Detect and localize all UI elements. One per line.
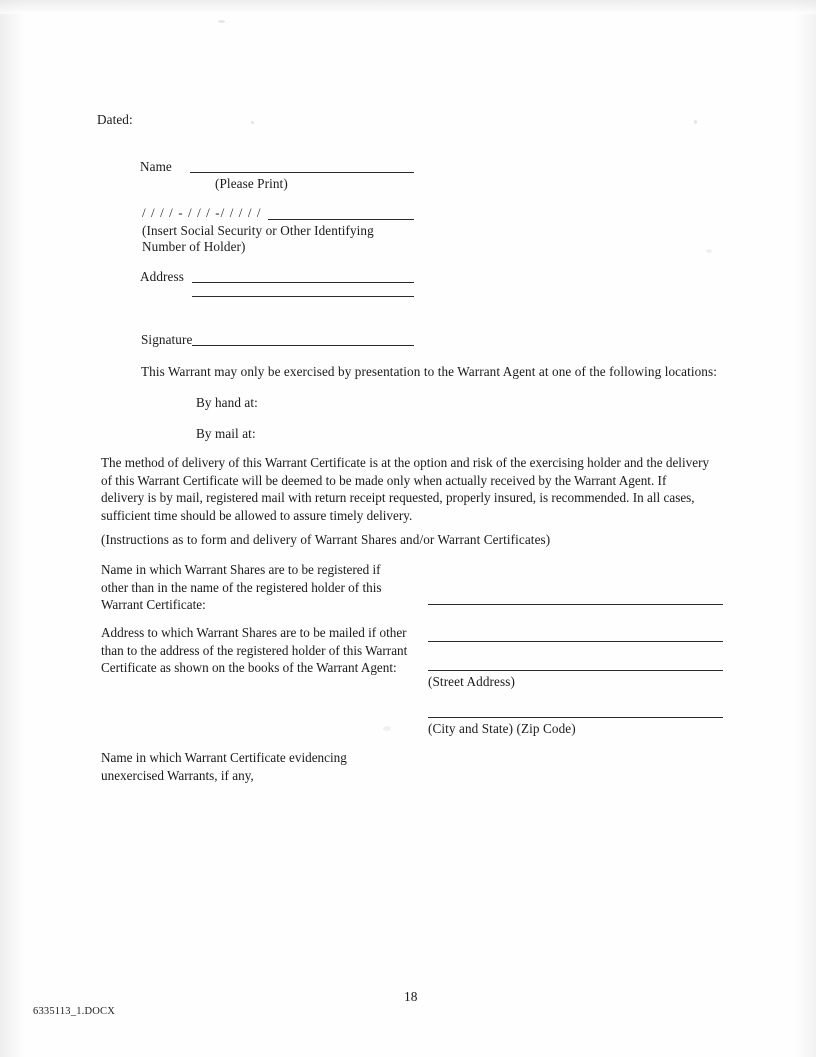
exercise-notice: This Warrant may only be exercised by presentation to the Warrant Agent at one of the following locations: [141, 364, 717, 379]
city-state-zip-caption: (City and State) (Zip Code) [428, 721, 576, 736]
scan-speck [251, 121, 254, 124]
unexercised-warrants-block [101, 749, 441, 784]
delivery-paragraph-line: delivery is by mail, registered mail with return receipt requested, properly insured, is recommended. In all cases, [101, 490, 695, 505]
scan-speck [706, 249, 712, 253]
registration-name-line: Warrant Certificate: [101, 597, 206, 612]
ssn-mask-field[interactable]: / / / / - / / / -/ / / / / [142, 205, 262, 220]
scan-edge-left [0, 0, 26, 1057]
delivery-paragraph-line: The method of delivery of this Warrant Certificate is at the option and risk of the exercising holder and the delivery [101, 455, 710, 470]
scan-speck [218, 20, 225, 23]
registration-name-block [101, 561, 431, 614]
ssn-note-line-1: (Insert Social Security or Other Identifying [142, 223, 374, 238]
scan-speck [383, 726, 391, 731]
signature-rule [192, 345, 414, 346]
mailing-address-block [101, 624, 441, 677]
ssn-rule [268, 219, 414, 220]
name-rule [190, 172, 414, 173]
address-rule-1 [192, 282, 414, 283]
unexercised-warrants-line: Name in which Warrant Certificate evidencing [101, 750, 347, 765]
mailing-address-line: than to the address of the registered holder of this Warrant [101, 642, 408, 658]
by-hand-label: By hand at: [196, 395, 258, 410]
mailing-address-line: Address to which Warrant Shares are to be mailed if other [101, 625, 407, 640]
delivery-paragraph-line: sufficient time should be allowed to assure timely delivery. [101, 507, 413, 523]
scan-edge-top [0, 0, 816, 14]
footer-document-id: 6335113_1.DOCX [33, 1006, 116, 1017]
dated-label: Dated: [97, 112, 133, 127]
registration-name-line: Name in which Warrant Shares are to be registered if [101, 562, 381, 577]
registration-name-rule [428, 604, 723, 605]
unexercised-warrants-line: unexercised Warrants, if any, [101, 767, 254, 783]
scan-speck [694, 120, 697, 124]
mailing-address-line: Certificate as shown on the books of the Warrant Agent: [101, 660, 397, 675]
instructions-heading: (Instructions as to form and delivery of Warrant Shares and/or Warrant Certificates) [101, 532, 551, 547]
ssn-note-line-2: Number of Holder) [142, 239, 246, 254]
city-state-zip-rule [428, 717, 723, 718]
address-label: Address [140, 269, 184, 284]
by-mail-label: By mail at: [196, 426, 256, 441]
street-address-rule-2 [428, 670, 723, 671]
street-address-caption: (Street Address) [428, 674, 515, 689]
delivery-paragraph [101, 454, 741, 524]
delivery-paragraph-line: of this Warrant Certificate will be deemed to be made only when actually received by the Warrant Agent. If [101, 472, 667, 488]
please-print-caption: (Please Print) [215, 176, 288, 191]
scan-edge-right [794, 0, 816, 1057]
page-number: 18 [404, 989, 418, 1004]
address-rule-2 [192, 296, 414, 297]
street-address-rule [428, 641, 723, 642]
name-label: Name [140, 159, 172, 174]
registration-name-line: other than in the name of the registered holder of this [101, 579, 382, 595]
signature-label: Signature [141, 332, 193, 347]
